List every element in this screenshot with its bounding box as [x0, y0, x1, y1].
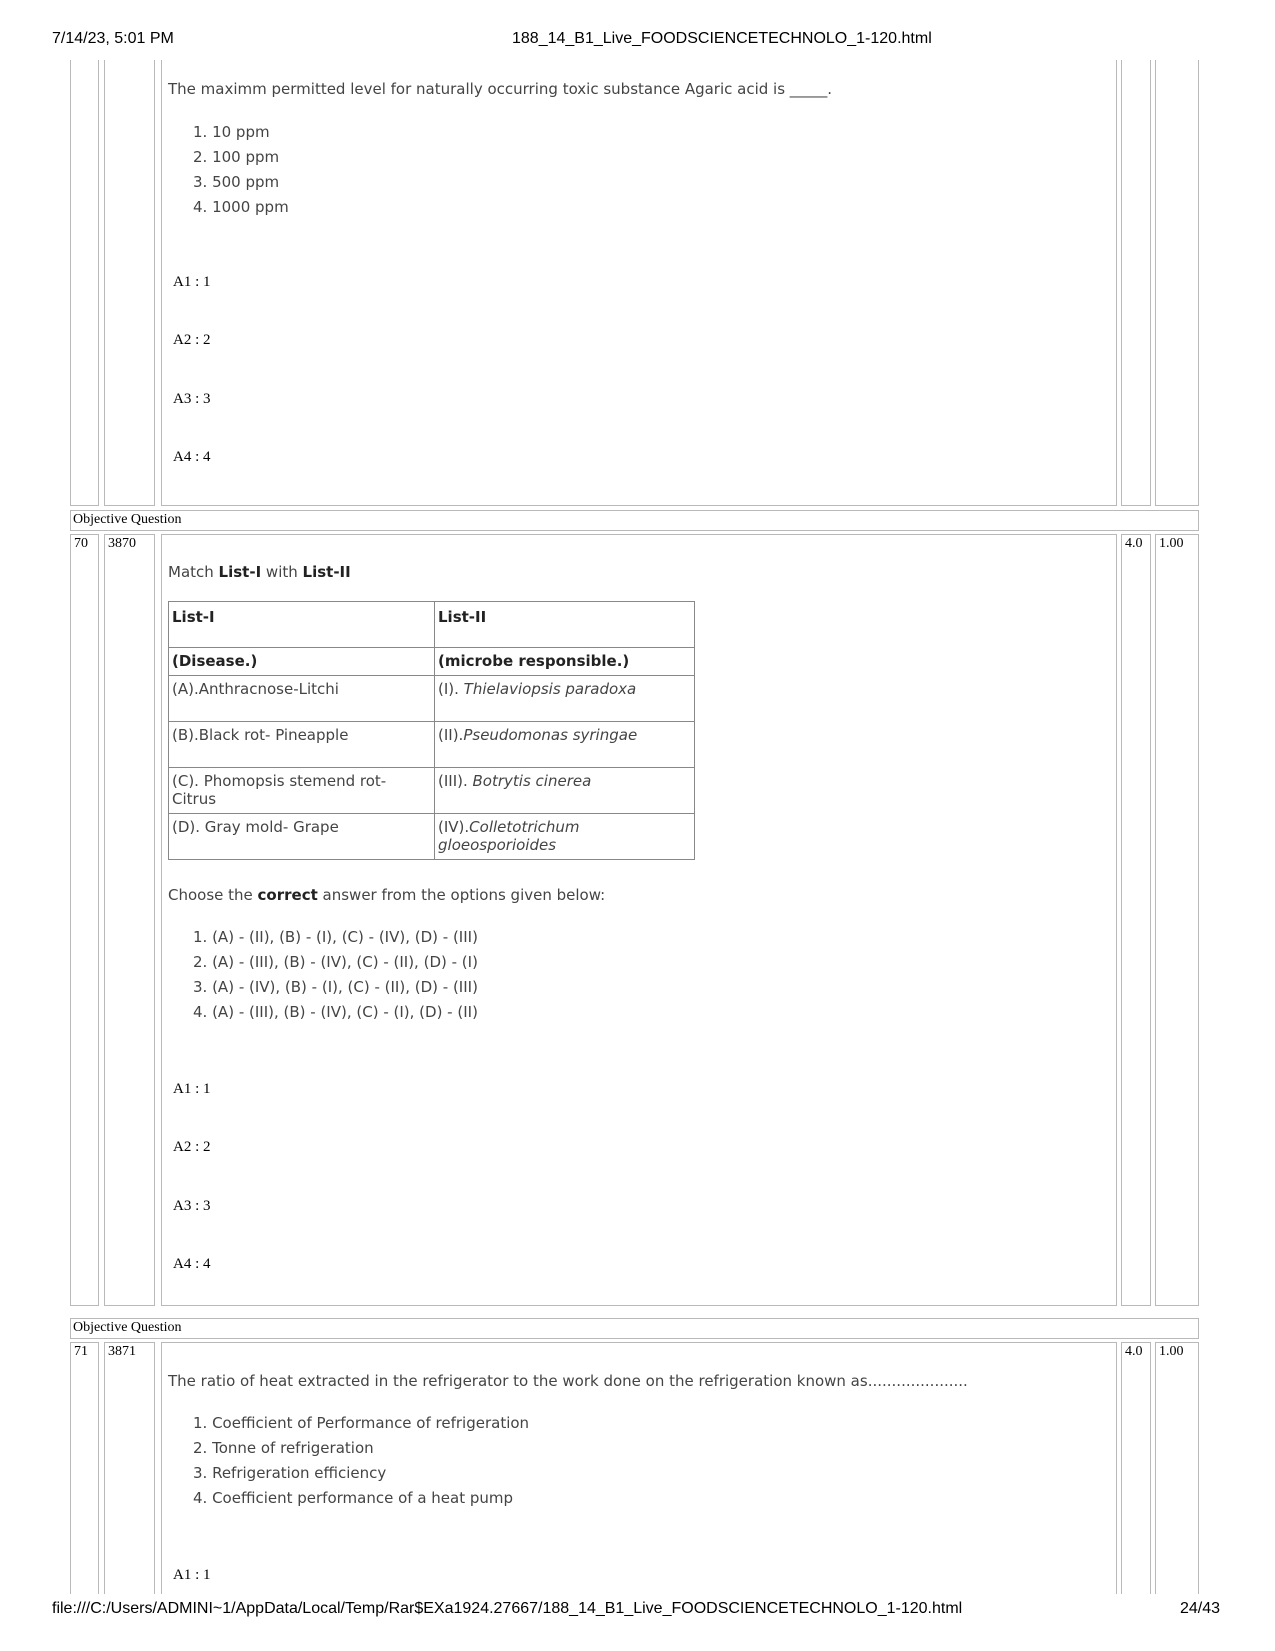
q70-number: 70 — [74, 536, 88, 551]
q70-row-a-marker: (I). — [438, 680, 464, 698]
q71-options-list — [193, 1411, 529, 1511]
q69-answer-1: A1 : 1 — [173, 274, 211, 290]
q70-head-list-i-text: List-I — [172, 608, 215, 626]
q71-number: 71 — [74, 1344, 88, 1359]
table-row — [169, 722, 695, 768]
q71-question-id: 3871 — [108, 1344, 136, 1359]
q70-row-b-microbe — [435, 722, 695, 768]
q70-row-a-microbe — [435, 676, 695, 722]
q71-option-2: 2. Tonne of refrigeration — [193, 1439, 374, 1457]
q69-options-list — [193, 120, 289, 220]
q70-num-cell — [70, 534, 99, 1306]
q69-answer-2: A2 : 2 — [173, 332, 211, 348]
q70-row-d-species: Colletotrichum gloeosporioides — [438, 818, 580, 854]
q70-negative-marks: 1.00 — [1159, 536, 1184, 551]
q70-choose-correct: correct — [257, 886, 318, 904]
q69-id-cell — [104, 60, 155, 506]
q69-marks-cell — [1121, 60, 1151, 506]
print-datetime: 7/14/23, 5:01 PM — [52, 30, 174, 47]
q70-row-a-species: Thielaviopsis paradoxa — [463, 680, 637, 698]
q70-row-d-disease: (D). Gray mold- Grape — [169, 814, 435, 860]
q70-option-2: 2. (A) - (III), (B) - (IV), (C) - (II), (D) - (I) — [193, 953, 478, 971]
q70-answer-4: A4 : 4 — [173, 1256, 211, 1272]
q71-marks: 4.0 — [1125, 1344, 1143, 1359]
q70-intro-text-2: with — [261, 563, 303, 581]
q70-table-header-row — [169, 602, 695, 648]
q70-question-intro — [168, 563, 351, 581]
print-document-title: 188_14_B1_Live_FOODSCIENCETECHNOLO_1-120.html — [512, 30, 932, 47]
q70-option-4: 4. (A) - (III), (B) - (IV), (C) - (I), (D) - (II) — [193, 1003, 478, 1021]
q70-choose-text-2: answer from the options given below: — [317, 886, 606, 904]
table-row — [169, 814, 695, 860]
q71-option-4: 4. Coefficient performance of a heat pump — [193, 1489, 514, 1507]
q70-answer-1: A1 : 1 — [173, 1081, 211, 1097]
q70-choose-text-1: Choose the — [168, 886, 258, 904]
q71-type-row — [70, 1318, 1199, 1339]
q69-option-2: 2. 100 ppm — [193, 148, 280, 166]
q70-row-d-microbe — [435, 814, 695, 860]
q70-row-c-marker: (III). — [438, 772, 473, 790]
q69-answer-3: A3 : 3 — [173, 391, 211, 407]
q70-choose-instruction — [168, 886, 605, 904]
table-row — [169, 768, 695, 814]
print-file-path: file:///C:/Users/ADMINI~1/AppData/Local/Temp/Rar$EXa1924.27667/188_14_B1_Live_FOODSCIENCETECHNOLO_1-120.html — [52, 1600, 963, 1617]
q70-table-sub-disease — [169, 648, 435, 676]
q70-sub-microbe-text: (microbe responsible.) — [438, 652, 630, 670]
q70-row-b-marker: (II). — [438, 726, 464, 744]
q69-body-cell — [161, 60, 1117, 506]
q70-sub-disease-text: (Disease.) — [172, 652, 258, 670]
q70-row-b-species: Pseudomonas syringae — [463, 726, 638, 744]
q70-head-list-ii-text: List-II — [438, 608, 487, 626]
q71-answer-1: A1 : 1 — [173, 1567, 211, 1583]
q69-question-text: The maximm permitted level for naturally occurring toxic substance Agaric acid is _____. — [168, 80, 833, 98]
q70-row-c-species: Botrytis cinerea — [472, 772, 592, 790]
q70-table-head-list-i — [169, 602, 435, 648]
q71-option-3: 3. Refrigeration efficiency — [193, 1464, 387, 1482]
q70-answer-3: A3 : 3 — [173, 1198, 211, 1214]
q69-num-cell — [70, 60, 99, 506]
q70-question-id: 3870 — [108, 536, 136, 551]
q71-question-text: The ratio of heat extracted in the refrigerator to the work done on the refrigeration known as..................... — [168, 1372, 968, 1390]
q70-intro-text-1: Match — [168, 563, 219, 581]
q70-row-a-disease: (A).Anthracnose-Litchi — [169, 676, 435, 722]
q70-table-head-list-ii — [435, 602, 695, 648]
q71-type-label: Objective Question — [73, 1320, 182, 1335]
q70-id-cell — [104, 534, 155, 1306]
q69-option-4: 4. 1000 ppm — [193, 198, 289, 216]
q69-option-3: 3. 500 ppm — [193, 173, 280, 191]
q70-row-c-microbe — [435, 768, 695, 814]
q70-marks-cell — [1121, 534, 1151, 1306]
q71-option-1: 1. Coefficient of Performance of refrigeration — [193, 1414, 530, 1432]
q70-match-table — [168, 601, 695, 860]
q70-answer-2: A2 : 2 — [173, 1139, 211, 1155]
q70-row-b-disease: (B).Black rot- Pineapple — [169, 722, 435, 768]
q70-table-sub-microbe — [435, 648, 695, 676]
q70-intro-list-i: List-I — [218, 563, 262, 581]
q70-table-subheader-row — [169, 648, 695, 676]
q69-neg-cell — [1155, 60, 1199, 506]
q70-option-1: 1. (A) - (II), (B) - (I), (C) - (IV), (D) - (III) — [193, 928, 478, 946]
q69-option-1: 1. 10 ppm — [193, 123, 270, 141]
page-number: 24/43 — [1180, 1600, 1221, 1617]
q70-type-row — [70, 510, 1199, 531]
q70-row-d-marker: (IV). — [438, 818, 470, 836]
q70-type-label: Objective Question — [73, 512, 182, 527]
q69-answer-4: A4 : 4 — [173, 449, 211, 465]
q71-negative-marks: 1.00 — [1159, 1344, 1184, 1359]
q70-options-list — [193, 925, 478, 1025]
table-row — [169, 676, 695, 722]
q70-neg-cell — [1155, 534, 1199, 1306]
q70-option-3: 3. (A) - (IV), (B) - (I), (C) - (II), (D) - (III) — [193, 978, 478, 996]
q70-row-c-disease: (C). Phomopsis stemend rot- Citrus — [169, 768, 435, 814]
q70-intro-list-ii: List-II — [302, 563, 351, 581]
q70-marks: 4.0 — [1125, 536, 1143, 551]
